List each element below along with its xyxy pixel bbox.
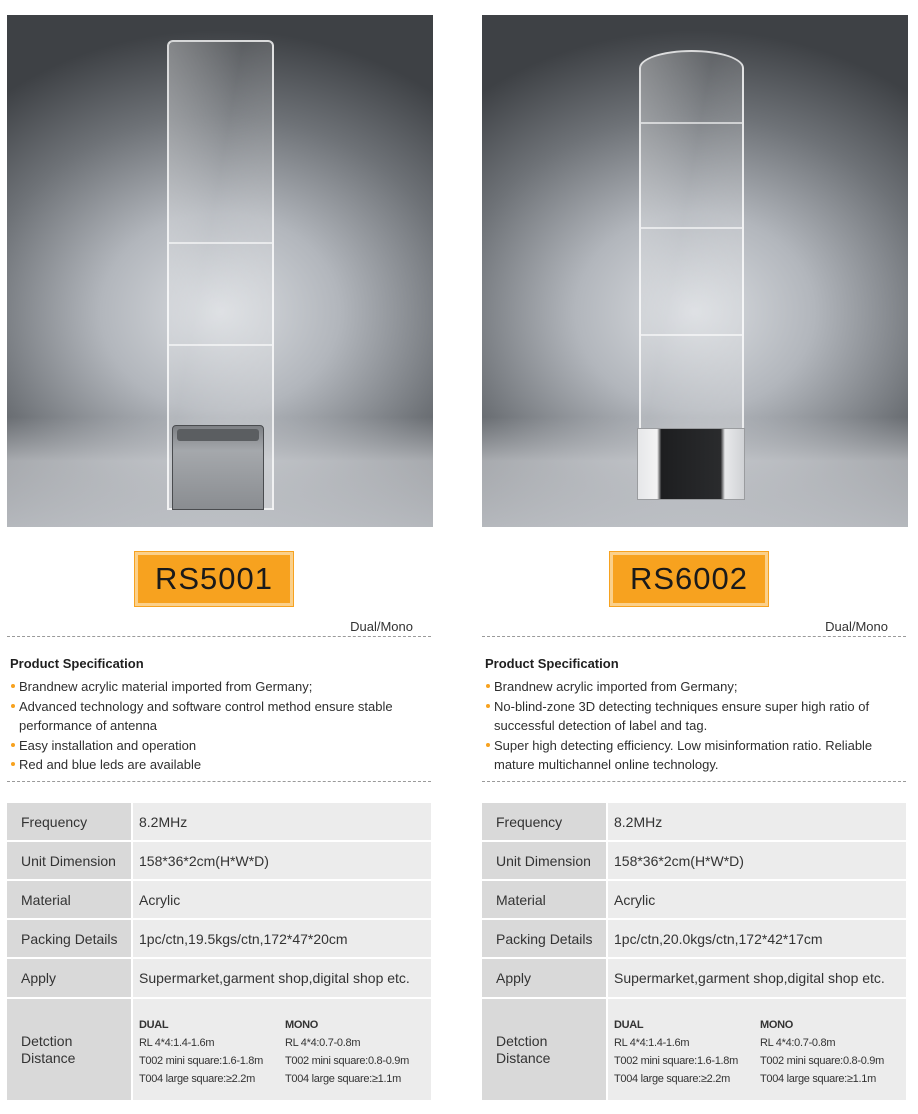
dashed-divider <box>482 781 906 782</box>
row-value: 8.2MHz <box>608 803 906 840</box>
mono-heading: MONO <box>285 1018 319 1031</box>
feature-item: Brandnew acrylic material imported from Germany; <box>10 677 430 697</box>
product-photo-rs6002 <box>482 15 908 527</box>
antenna-base <box>637 428 745 500</box>
distance-value: RL 4*4:0.7-0.8m <box>760 1036 836 1049</box>
table-row <box>482 881 906 920</box>
row-label: Packing Details <box>7 920 133 957</box>
table-row <box>7 803 431 842</box>
row-label-line: Detction <box>496 1032 548 1049</box>
row-label: Frequency <box>7 803 133 840</box>
row-value: Supermarket,garment shop,digital shop etc. <box>608 959 906 997</box>
feature-list <box>485 677 905 775</box>
row-label: Frequency <box>482 803 608 840</box>
row-value: 158*36*2cm(H*W*D) <box>133 842 431 879</box>
row-label-line: Distance <box>21 1049 76 1066</box>
distance-value: T002 mini square:1.6-1.8m <box>139 1054 263 1067</box>
row-label <box>482 999 608 1100</box>
distance-value: T004 large square:≥2.2m <box>614 1072 730 1085</box>
row-label: Unit Dimension <box>7 842 133 879</box>
dual-heading: DUAL <box>614 1018 644 1031</box>
row-label-line: Detction <box>21 1032 73 1049</box>
spec-table <box>482 803 906 1102</box>
mono-column <box>760 1016 884 1088</box>
table-row <box>482 959 906 999</box>
dual-column <box>139 1016 285 1088</box>
row-label: Apply <box>7 959 133 997</box>
product-photo-rs5001 <box>7 15 433 527</box>
feature-list <box>10 677 430 775</box>
variant-label: Dual/Mono <box>350 619 413 634</box>
row-value: Acrylic <box>608 881 906 918</box>
dual-heading: DUAL <box>139 1018 169 1031</box>
dashed-divider <box>7 636 431 637</box>
row-value: 8.2MHz <box>133 803 431 840</box>
table-row <box>482 999 906 1102</box>
feature-item: No-blind-zone 3D detecting techniques ensure super high ratio of successful detection of label and tag. <box>485 697 905 736</box>
row-label <box>7 999 133 1100</box>
distance-value: RL 4*4:0.7-0.8m <box>285 1036 361 1049</box>
row-label: Packing Details <box>482 920 608 957</box>
feature-item: Advanced technology and software control method ensure stable performance of antenna <box>10 697 430 736</box>
row-value: 1pc/ctn,20.0kgs/ctn,172*42*17cm <box>608 920 906 957</box>
dual-column <box>614 1016 760 1088</box>
table-row <box>7 999 431 1102</box>
table-row <box>482 803 906 842</box>
variant-label: Dual/Mono <box>825 619 888 634</box>
feature-item: Easy installation and operation <box>10 736 430 756</box>
distance-value: T002 mini square:1.6-1.8m <box>614 1054 738 1067</box>
distance-value: T004 large square:≥2.2m <box>139 1072 255 1085</box>
feature-item: Brandnew acrylic imported from Germany; <box>485 677 905 697</box>
dashed-divider <box>7 781 431 782</box>
table-row <box>7 959 431 999</box>
row-value: 158*36*2cm(H*W*D) <box>608 842 906 879</box>
table-row <box>7 920 431 959</box>
row-value <box>608 999 906 1100</box>
antenna-base <box>172 425 264 510</box>
distance-value: T004 large square:≥1.1m <box>285 1072 401 1085</box>
row-value <box>133 999 431 1100</box>
row-value: Supermarket,garment shop,digital shop etc. <box>133 959 431 997</box>
distance-value: RL 4*4:1.4-1.6m <box>614 1036 690 1049</box>
mono-heading: MONO <box>760 1018 794 1031</box>
distance-value: T004 large square:≥1.1m <box>760 1072 876 1085</box>
distance-value: T002 mini square:0.8-0.9m <box>760 1054 884 1067</box>
row-value: Acrylic <box>133 881 431 918</box>
model-badge: RS5001 <box>135 552 293 606</box>
feature-item: Super high detecting efficiency. Low misinformation ratio. Reliable mature multichannel online technology. <box>485 736 905 775</box>
table-row <box>482 842 906 881</box>
spec-table <box>7 803 431 1102</box>
distance-value: RL 4*4:1.4-1.6m <box>139 1036 215 1049</box>
table-row <box>482 920 906 959</box>
row-value: 1pc/ctn,19.5kgs/ctn,172*47*20cm <box>133 920 431 957</box>
row-label: Unit Dimension <box>482 842 608 879</box>
table-row <box>7 881 431 920</box>
row-label: Apply <box>482 959 608 997</box>
distance-value: T002 mini square:0.8-0.9m <box>285 1054 409 1067</box>
table-row <box>7 842 431 881</box>
feature-item: Red and blue leds are available <box>10 755 430 775</box>
row-label: Material <box>482 881 608 918</box>
spec-title: Product Specification <box>10 656 144 671</box>
row-label-line: Distance <box>496 1049 551 1066</box>
dashed-divider <box>482 636 906 637</box>
mono-column <box>285 1016 409 1088</box>
row-label: Material <box>7 881 133 918</box>
spec-title: Product Specification <box>485 656 619 671</box>
model-badge: RS6002 <box>610 552 768 606</box>
